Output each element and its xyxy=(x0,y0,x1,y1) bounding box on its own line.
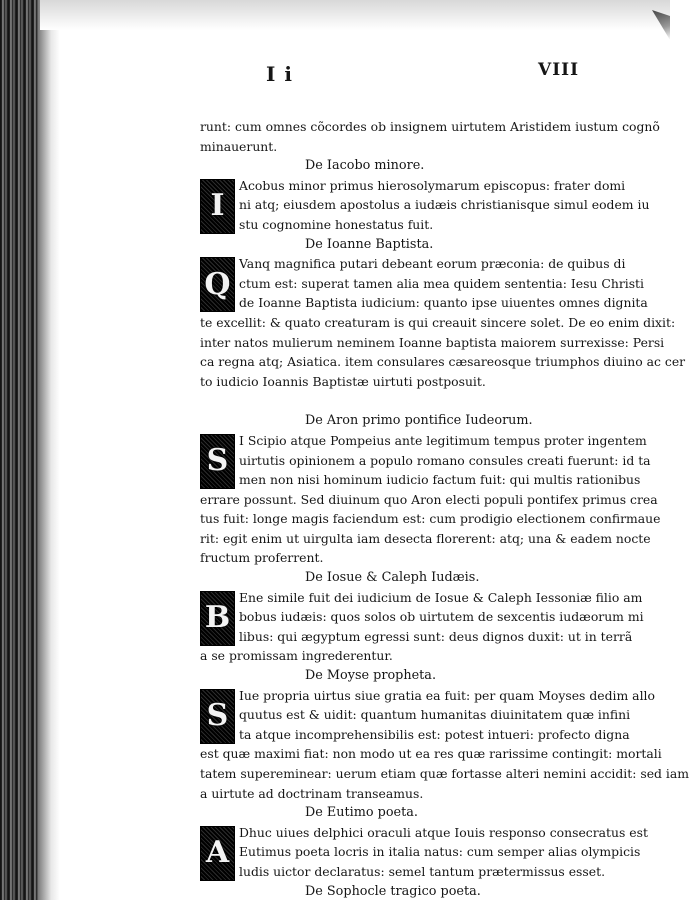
text-line: ca regna atq; Asiatica. item consulares cæsareosque triumphos diuino ac cer xyxy=(200,354,686,370)
folio-signature: I i xyxy=(266,62,293,86)
text-line: to iudicio Ioannis Baptistæ uirtuti postposuit. xyxy=(200,373,486,389)
text-line: de Ioanne Baptista iudicium: quanto ipse uiuentes omnes dignita xyxy=(239,295,648,311)
text-line: errare possunt. Sed diuinum quo Aron electi populi pontifex primus crea xyxy=(200,491,658,507)
text-line: bobus iudæis: quos solos ob uirtutem de sexcentis iudæorum mi xyxy=(239,609,644,625)
section-heading: De Aron primo pontifice Iudeorum. xyxy=(305,413,533,429)
dropcap-initial: A xyxy=(200,826,235,881)
text-line: runt: cum omnes cõcordes ob insignem uirtutem Aristidem iustum cognõ xyxy=(200,119,660,134)
text-line: I Scipio atque Pompeius ante legitimum tempus proter ingentem xyxy=(239,432,647,448)
entry-eutimus xyxy=(200,823,648,882)
text-line: Acobus minor primus hierosolymarum episcopus: frater domi xyxy=(239,177,626,193)
text-line: Iue propria uirtus siue gratia ea fuit: per quam Moyses dedim allo xyxy=(239,687,655,703)
text-line: quutus est & uidit: quantum humanitas diuinitatem quæ infini xyxy=(239,707,631,723)
text-line: libus: qui ægyptum egressi sunt: deus dignos duxit: ut in terrã xyxy=(239,628,633,644)
entry-iosue xyxy=(200,588,644,666)
gutter-shadow xyxy=(38,0,60,900)
entry-iacobus xyxy=(200,176,650,235)
dropcap-initial: B xyxy=(200,591,235,646)
text-line: ni atq; eiusdem apostolus a iudæis christianisque simul eodem iu xyxy=(239,197,650,213)
text-line: est quæ maximi fiat: non modo ut ea res quæ rarissime contingit: mortali xyxy=(200,746,662,762)
text-line: Eutimus poeta locris in italia natus: cum semper alias olympicis xyxy=(239,844,641,860)
text-line: stu cognomine honestatus fuit. xyxy=(239,216,434,232)
main-text-block xyxy=(200,117,689,901)
text-line: ctum est: superat tamen alia mea quidem sententia: Iesu Christi xyxy=(239,275,645,291)
page-top-shadow xyxy=(40,0,670,30)
section-heading: De Eutimo poeta. xyxy=(305,805,418,821)
book-binding-edge xyxy=(0,0,40,900)
section-heading: De Moyse propheta. xyxy=(305,668,437,684)
section-heading: De Iosue & Caleph Iudæis. xyxy=(305,570,480,586)
text-line: tus fuit: longe magis faciendum est: cum prodigio electionem confirmaue xyxy=(200,511,661,527)
text-line: uirtutis opinionem a populo romano consules creati fuerunt: id ta xyxy=(239,452,651,468)
text-line: Dhuc uiues delphici oraculi atque Iouis responso consecratus est xyxy=(239,824,648,840)
text-line: a se promissam ingrederentur. xyxy=(200,648,393,664)
dropcap-initial: S xyxy=(200,689,235,744)
dropcap-initial: I xyxy=(200,179,235,234)
entry-ioannes xyxy=(200,254,686,391)
section-heading: De Sophocle tragico poeta. xyxy=(305,883,481,899)
entry-aron xyxy=(200,431,661,568)
dropcap-initial: Q xyxy=(200,257,235,312)
folio-number: VIII xyxy=(538,60,580,80)
text-line: Ene simile fuit dei iudicium de Iosue & Caleph Iessoniæ filio am xyxy=(239,589,643,605)
section-gap xyxy=(200,391,598,411)
text-line: rit: egit enim ut uirgulta iam desecta florerent: atq; una & eadem nocte xyxy=(200,530,651,546)
entry-moyses xyxy=(200,686,689,804)
text-line: Vanq magnifica putari debeant eorum præconia: de quibus di xyxy=(239,256,626,272)
text-line: tatem supereminear: uerum etiam quæ fortasse alteri nemini accidit: sed iam xyxy=(200,766,689,781)
text-line: men non nisi hominum iudicio factum fuit: qui multis rationibus xyxy=(239,472,641,488)
text-line: ludis uictor declaratus: semel tantum prætermissus esset. xyxy=(239,863,606,879)
section-heading: De Iacobo minore. xyxy=(305,158,425,174)
section-heading: De Ioanne Baptista. xyxy=(305,236,434,252)
text-line: minauerunt. xyxy=(200,138,278,154)
text-line: fructum proferrent. xyxy=(200,550,324,566)
text-line: ta atque incomprehensibilis est: potest intueri: profecto digna xyxy=(239,726,630,742)
dropcap-initial: S xyxy=(200,434,235,489)
text-line: a uirtute ad doctrinam transeamus. xyxy=(200,785,424,801)
text-line: te excellit: & quato creaturam is qui creauit sincere solet. De eo enim dixit: xyxy=(200,314,676,330)
text-line: inter natos mulierum neminem Ioanne baptista maiorem surrexisse: Persi xyxy=(200,334,665,350)
